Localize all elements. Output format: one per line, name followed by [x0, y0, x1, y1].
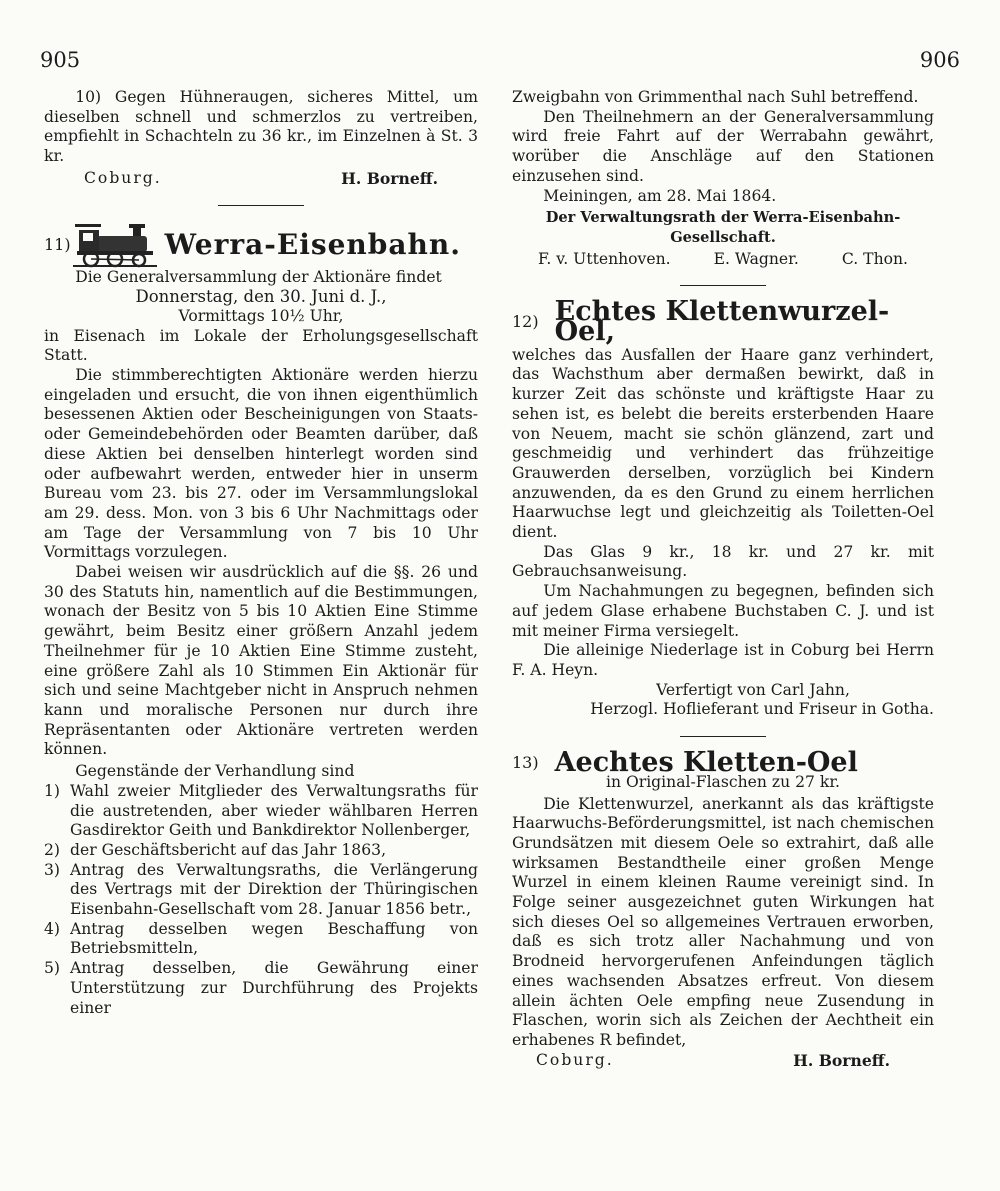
ad10-text: 10) Gegen Hühneraugen, sicheres Mittel, um dieselben schnell und schmerzlos zu vertreiben, empfiehlt in Schachteln zu 36 kr., im Einzelnen à St. 3 kr.: [44, 88, 478, 166]
agenda-item-text: Antrag desselben wegen Beschaffung von Betriebsmitteln,: [70, 919, 478, 958]
ad11-agenda-list: [44, 782, 478, 1018]
ad13-city: Coburg.: [536, 1050, 614, 1069]
ad11-date-line: Donnerstag, den 30. Juni d. J.,: [135, 287, 387, 307]
ad10-signature-line: [44, 169, 478, 189]
ad12-header: [512, 296, 934, 348]
agenda-item-number: 3): [44, 860, 61, 879]
ad12-number: 12): [512, 312, 539, 332]
separator-rule: [680, 736, 766, 737]
page-number-right: 906: [919, 48, 960, 72]
ad11-title: Werra-Eisenbahn.: [164, 227, 461, 261]
agenda-item-number: 5): [44, 959, 61, 978]
locomotive-icon: [73, 222, 157, 268]
left-column: [44, 88, 478, 1018]
agenda-item-number: 4): [44, 919, 61, 938]
ad10-signature: H. Borneff.: [341, 168, 438, 188]
ad12-paragraph-1: welches das Ausfallen der Haare ganz verhindert, das Wachsthum aber dermaßen bewirkt, daß in kurzer Zeit das schönste und kräftigste Haar zu sehen ist, es belebt die bereits ersterbenden Haare von Neuem, macht sie schön glänzend, zart und geschmeidig und verhindert das frühzeitige Grauwerden derselben, vorzüglich bei Kindern anzuwenden, da es den Grund zu einem herrlichen Haarwuchse legt und gleichzeitig als Toiletten-Oel dient.: [512, 345, 934, 542]
ad12-maker-line-1: Verfertigt von Carl Jahn,: [656, 680, 850, 699]
ad11-intro: Die Generalversammlung der Aktionäre findet: [75, 267, 442, 286]
agenda-item: [44, 861, 478, 920]
ad13-paragraph: Die Klettenwurzel, anerkannt als das kräftigste Haarwuchs-Beförderungsmittel, ist nach chemischen Grundsätzen mit diesem Oele so extrahirt, daß alle wirksamen Bestandtheile einer großen Menge Wurzel in einem kleinen Raume vereinigt sind. In Folge seiner ausgezeichnet guten Wirkungen hat sich dieses Oel so allgemeines Vertrauen erworben, daß es sich trotz aller Nachahmung und von Brodneid hervorgerufenen Anfeindungen täglich eines wachsenden Absatzes erfreut. Von diesem allein ächten Oele empfing neue Zusendung in Flaschen, worin sich als Zeichen der Aechtheit ein erhabenes R befindet,: [512, 794, 934, 1049]
ad12-paragraph-2: Das Glas 9 kr., 18 kr. und 27 kr. mit Gebrauchsanweisung.: [512, 542, 934, 581]
ad13-subtitle: in Original-Flaschen zu 27 kr.: [605, 772, 841, 791]
ad12-paragraph-4: Die alleinige Niederlage ist in Coburg bei Herrn F. A. Heyn.: [512, 641, 934, 679]
agenda-item: [44, 841, 478, 861]
ad12-maker-line-2: Herzogl. Hoflieferant und Friseur in Gotha.: [590, 700, 934, 719]
agenda-item-text: Antrag des Verwaltungsraths, die Verlängerung des Vertrags mit der Direktion der Thüringischen Eisenbahn-Gesellschaft vom 28. Januar 1856 betr.,: [70, 860, 478, 919]
page-number-left: 905: [40, 48, 81, 72]
ad13-header: [512, 747, 934, 779]
signatory: E. Wagner.: [713, 249, 799, 268]
ad11-date: Meiningen, am 28. Mai 1864.: [543, 186, 777, 205]
ad12-title: Echtes Klettenwurzel-Oel,: [554, 296, 890, 348]
signatory: C. Thon.: [841, 249, 908, 268]
agenda-item-text: Wahl zweier Mitglieder des Verwaltungsraths für die austretenden, aber wieder wählbaren Herren Gasdirektor Geith und Bankdirektor Nollenberger,: [70, 781, 478, 840]
ad13-number: 13): [512, 753, 539, 773]
ad12-paragraph-3: Um Nachahmungen zu begegnen, befinden sich auf jedem Glase erhabene Buchstaben C. J. und ist mit meiner Firma versiegelt.: [512, 582, 934, 640]
signatory: F. v. Uttenhoven.: [538, 249, 671, 268]
right-column: [512, 88, 934, 1070]
ad11-continuation: Zweigbahn von Grimmenthal nach Suhl betreffend.: [512, 88, 919, 106]
ad11-paragraph-2: Dabei weisen wir ausdrücklich auf die §§. 26 und 30 des Statuts hin, namentlich auf die Bestimmungen, wonach der Besitz von 5 bis 10 Aktien Eine Stimme gewährt, beim Besitz einer größern Anzahl jedem Theilnehmer für je 10 Aktien Eine Stimme zusteht, eine größere Zahl als 10 Stimmen Ein Aktionär für sich und seine Machtgeber nicht in Anspruch nehmen kann und moralische Personen nur durch ihre Repräsentanten oder Aktionäre vertreten werden können.: [44, 563, 478, 759]
ad13-signature-line: [512, 1051, 934, 1071]
ad11-signatories: [512, 250, 934, 270]
ad11-agenda-title: Gegenstände der Verhandlung sind: [75, 762, 355, 781]
ad11-organisation: Der Verwaltungsrath der Werra-Eisenbahn-Gesellschaft.: [545, 209, 901, 246]
agenda-item-text: Antrag desselben, die Gewährung einer Unterstützung zur Durchführung des Projekts einer: [70, 959, 478, 1017]
ad11-time-line: Vormittags 10½ Uhr,: [178, 306, 344, 325]
ad11-number: 11): [44, 234, 71, 254]
ad11-paragraph-1: Die stimmberechtigten Aktionäre werden hierzu eingeladen und ersucht, die von ihnen eigenthümlich besessenen Aktien oder Bescheinigungen von Staats- oder Gemeindebehörden oder Beamten darüber, daß diese Aktien bei denselben hinterlegt worden sind oder aufbewahrt werden, entweder hier in unserm Bureau vom 23. bis 27. oder im Versammlungslokal am 29. dess. Mon. von 3 bis 6 Uhr Nachmittags oder am Tage der Versammlung von 7 bis 10 Uhr Vormittags vorzulegen.: [44, 366, 478, 562]
separator-rule: [680, 285, 766, 286]
ad13-signature: H. Borneff.: [793, 1050, 890, 1070]
ad13-title: Aechtes Kletten-Oel: [554, 747, 858, 779]
agenda-item: [44, 959, 478, 1018]
ad11-place: in Eisenach im Lokale der Erholungsgesellschaft Statt.: [44, 326, 478, 365]
ad11-header: [44, 222, 478, 268]
separator-rule: [218, 205, 304, 206]
ad10-city: Coburg.: [84, 168, 162, 187]
ad11-continuation-paragraph: Den Theilnehmern an der Generalversammlung wird freie Fahrt auf der Werrabahn gewährt, worüber die Anschläge auf den Stationen einzusehen sind.: [512, 107, 934, 185]
agenda-item-text: der Geschäftsbericht auf das Jahr 1863,: [70, 840, 387, 859]
agenda-item-number: 1): [44, 781, 61, 800]
agenda-item-number: 2): [44, 840, 61, 859]
agenda-item: [44, 782, 478, 841]
agenda-item: [44, 920, 478, 959]
